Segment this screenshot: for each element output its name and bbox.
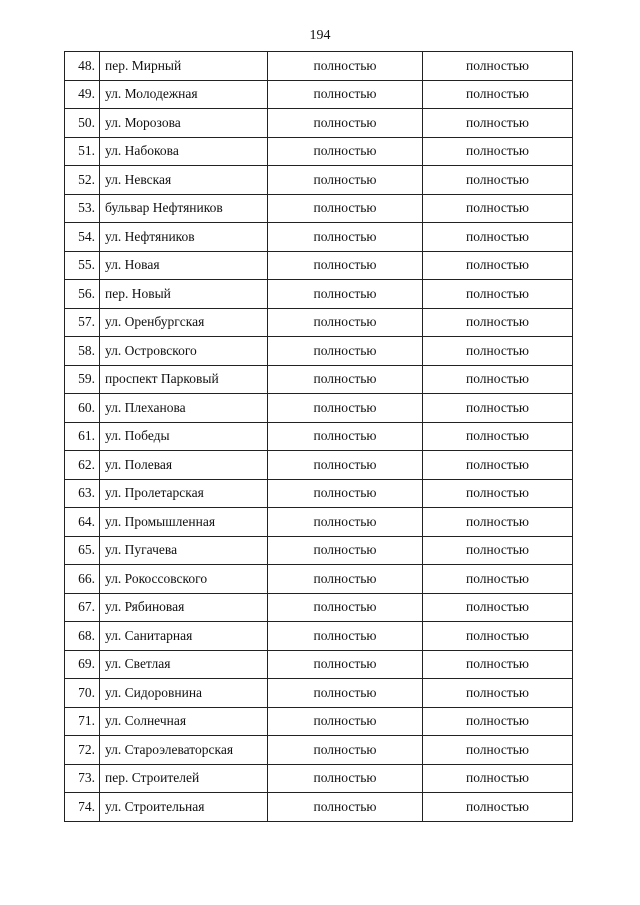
status-cell-a: полностью — [268, 394, 423, 423]
status-cell-b: полностью — [423, 622, 573, 651]
street-name-cell: ул. Оренбургская — [100, 308, 268, 337]
status-cell-a: полностью — [268, 707, 423, 736]
status-cell-b: полностью — [423, 679, 573, 708]
row-number-cell: 57. — [65, 308, 100, 337]
status-cell-a: полностью — [268, 223, 423, 252]
row-number-cell: 54. — [65, 223, 100, 252]
row-number-cell: 69. — [65, 650, 100, 679]
status-cell-a: полностью — [268, 52, 423, 81]
row-number-cell: 58. — [65, 337, 100, 366]
row-number-cell: 62. — [65, 451, 100, 480]
status-cell-b: полностью — [423, 109, 573, 138]
status-cell-b: полностью — [423, 536, 573, 565]
street-name-cell: проспект Парковый — [100, 365, 268, 394]
row-number-cell: 72. — [65, 736, 100, 765]
row-number-cell: 64. — [65, 508, 100, 537]
status-cell-b: полностью — [423, 508, 573, 537]
table-row — [65, 137, 573, 166]
status-cell-b: полностью — [423, 251, 573, 280]
row-number-cell: 60. — [65, 394, 100, 423]
table-row — [65, 280, 573, 309]
row-number-cell: 51. — [65, 137, 100, 166]
status-cell-a: полностью — [268, 565, 423, 594]
street-name-cell: ул. Полевая — [100, 451, 268, 480]
row-number-cell: 53. — [65, 194, 100, 223]
street-name-cell: пер. Мирный — [100, 52, 268, 81]
table-row — [65, 707, 573, 736]
table-row — [65, 565, 573, 594]
status-cell-b: полностью — [423, 280, 573, 309]
street-name-cell: ул. Нефтяников — [100, 223, 268, 252]
status-cell-b: полностью — [423, 223, 573, 252]
street-name-cell: ул. Солнечная — [100, 707, 268, 736]
status-cell-a: полностью — [268, 308, 423, 337]
row-number-cell: 48. — [65, 52, 100, 81]
page-number: 194 — [309, 28, 331, 43]
table-body — [65, 52, 573, 822]
street-name-cell: ул. Плеханова — [100, 394, 268, 423]
street-name-cell: ул. Строительная — [100, 793, 268, 822]
streets-table — [64, 51, 573, 822]
street-name-cell: ул. Набокова — [100, 137, 268, 166]
table-row — [65, 536, 573, 565]
street-name-cell: ул. Молодежная — [100, 80, 268, 109]
street-name-cell: ул. Островского — [100, 337, 268, 366]
table-row — [65, 593, 573, 622]
table-row — [65, 194, 573, 223]
status-cell-a: полностью — [268, 508, 423, 537]
row-number-cell: 61. — [65, 422, 100, 451]
table-row — [65, 622, 573, 651]
table-row — [65, 308, 573, 337]
status-cell-b: полностью — [423, 137, 573, 166]
street-name-cell: ул. Сидоровнина — [100, 679, 268, 708]
row-number-cell: 74. — [65, 793, 100, 822]
table-row — [65, 80, 573, 109]
status-cell-a: полностью — [268, 622, 423, 651]
status-cell-b: полностью — [423, 194, 573, 223]
status-cell-a: полностью — [268, 337, 423, 366]
status-cell-a: полностью — [268, 166, 423, 195]
street-name-cell: бульвар Нефтяников — [100, 194, 268, 223]
table-row — [65, 337, 573, 366]
street-name-cell: ул. Победы — [100, 422, 268, 451]
row-number-cell: 63. — [65, 479, 100, 508]
status-cell-b: полностью — [423, 80, 573, 109]
status-cell-a: полностью — [268, 280, 423, 309]
status-cell-a: полностью — [268, 194, 423, 223]
street-name-cell: ул. Пугачева — [100, 536, 268, 565]
status-cell-a: полностью — [268, 422, 423, 451]
street-name-cell: ул. Рокоссовского — [100, 565, 268, 594]
status-cell-b: полностью — [423, 308, 573, 337]
status-cell-b: полностью — [423, 422, 573, 451]
table-row — [65, 52, 573, 81]
table-row — [65, 394, 573, 423]
table-row — [65, 736, 573, 765]
table-row — [65, 422, 573, 451]
status-cell-b: полностью — [423, 166, 573, 195]
status-cell-b: полностью — [423, 793, 573, 822]
street-name-cell: ул. Староэлеваторская — [100, 736, 268, 765]
status-cell-b: полностью — [423, 52, 573, 81]
row-number-cell: 59. — [65, 365, 100, 394]
row-number-cell: 50. — [65, 109, 100, 138]
status-cell-a: полностью — [268, 451, 423, 480]
street-name-cell: ул. Рябиновая — [100, 593, 268, 622]
table-row — [65, 223, 573, 252]
status-cell-a: полностью — [268, 109, 423, 138]
table-row — [65, 793, 573, 822]
status-cell-a: полностью — [268, 764, 423, 793]
table-row — [65, 109, 573, 138]
row-number-cell: 70. — [65, 679, 100, 708]
status-cell-a: полностью — [268, 365, 423, 394]
street-name-cell: ул. Промышленная — [100, 508, 268, 537]
table-row — [65, 679, 573, 708]
row-number-cell: 49. — [65, 80, 100, 109]
row-number-cell: 52. — [65, 166, 100, 195]
status-cell-a: полностью — [268, 679, 423, 708]
street-name-cell: ул. Светлая — [100, 650, 268, 679]
status-cell-b: полностью — [423, 365, 573, 394]
row-number-cell: 56. — [65, 280, 100, 309]
street-name-cell: ул. Морозова — [100, 109, 268, 138]
status-cell-b: полностью — [423, 451, 573, 480]
row-number-cell: 66. — [65, 565, 100, 594]
status-cell-a: полностью — [268, 793, 423, 822]
status-cell-a: полностью — [268, 137, 423, 166]
row-number-cell: 71. — [65, 707, 100, 736]
street-name-cell: пер. Строителей — [100, 764, 268, 793]
status-cell-b: полностью — [423, 707, 573, 736]
status-cell-a: полностью — [268, 650, 423, 679]
street-name-cell: ул. Невская — [100, 166, 268, 195]
status-cell-b: полностью — [423, 593, 573, 622]
status-cell-a: полностью — [268, 736, 423, 765]
status-cell-b: полностью — [423, 764, 573, 793]
table-row — [65, 650, 573, 679]
row-number-cell: 67. — [65, 593, 100, 622]
status-cell-b: полностью — [423, 650, 573, 679]
status-cell-a: полностью — [268, 536, 423, 565]
table-row — [65, 365, 573, 394]
status-cell-b: полностью — [423, 736, 573, 765]
street-name-cell: ул. Пролетарская — [100, 479, 268, 508]
row-number-cell: 65. — [65, 536, 100, 565]
status-cell-a: полностью — [268, 80, 423, 109]
status-cell-a: полностью — [268, 479, 423, 508]
status-cell-b: полностью — [423, 565, 573, 594]
status-cell-a: полностью — [268, 251, 423, 280]
table-row — [65, 508, 573, 537]
street-name-cell: пер. Новый — [100, 280, 268, 309]
row-number-cell: 68. — [65, 622, 100, 651]
table-row — [65, 251, 573, 280]
table-row — [65, 166, 573, 195]
row-number-cell: 73. — [65, 764, 100, 793]
status-cell-a: полностью — [268, 593, 423, 622]
street-name-cell: ул. Новая — [100, 251, 268, 280]
status-cell-b: полностью — [423, 479, 573, 508]
status-cell-b: полностью — [423, 337, 573, 366]
table-row — [65, 451, 573, 480]
table-row — [65, 479, 573, 508]
street-name-cell: ул. Санитарная — [100, 622, 268, 651]
row-number-cell: 55. — [65, 251, 100, 280]
table-row — [65, 764, 573, 793]
status-cell-b: полностью — [423, 394, 573, 423]
